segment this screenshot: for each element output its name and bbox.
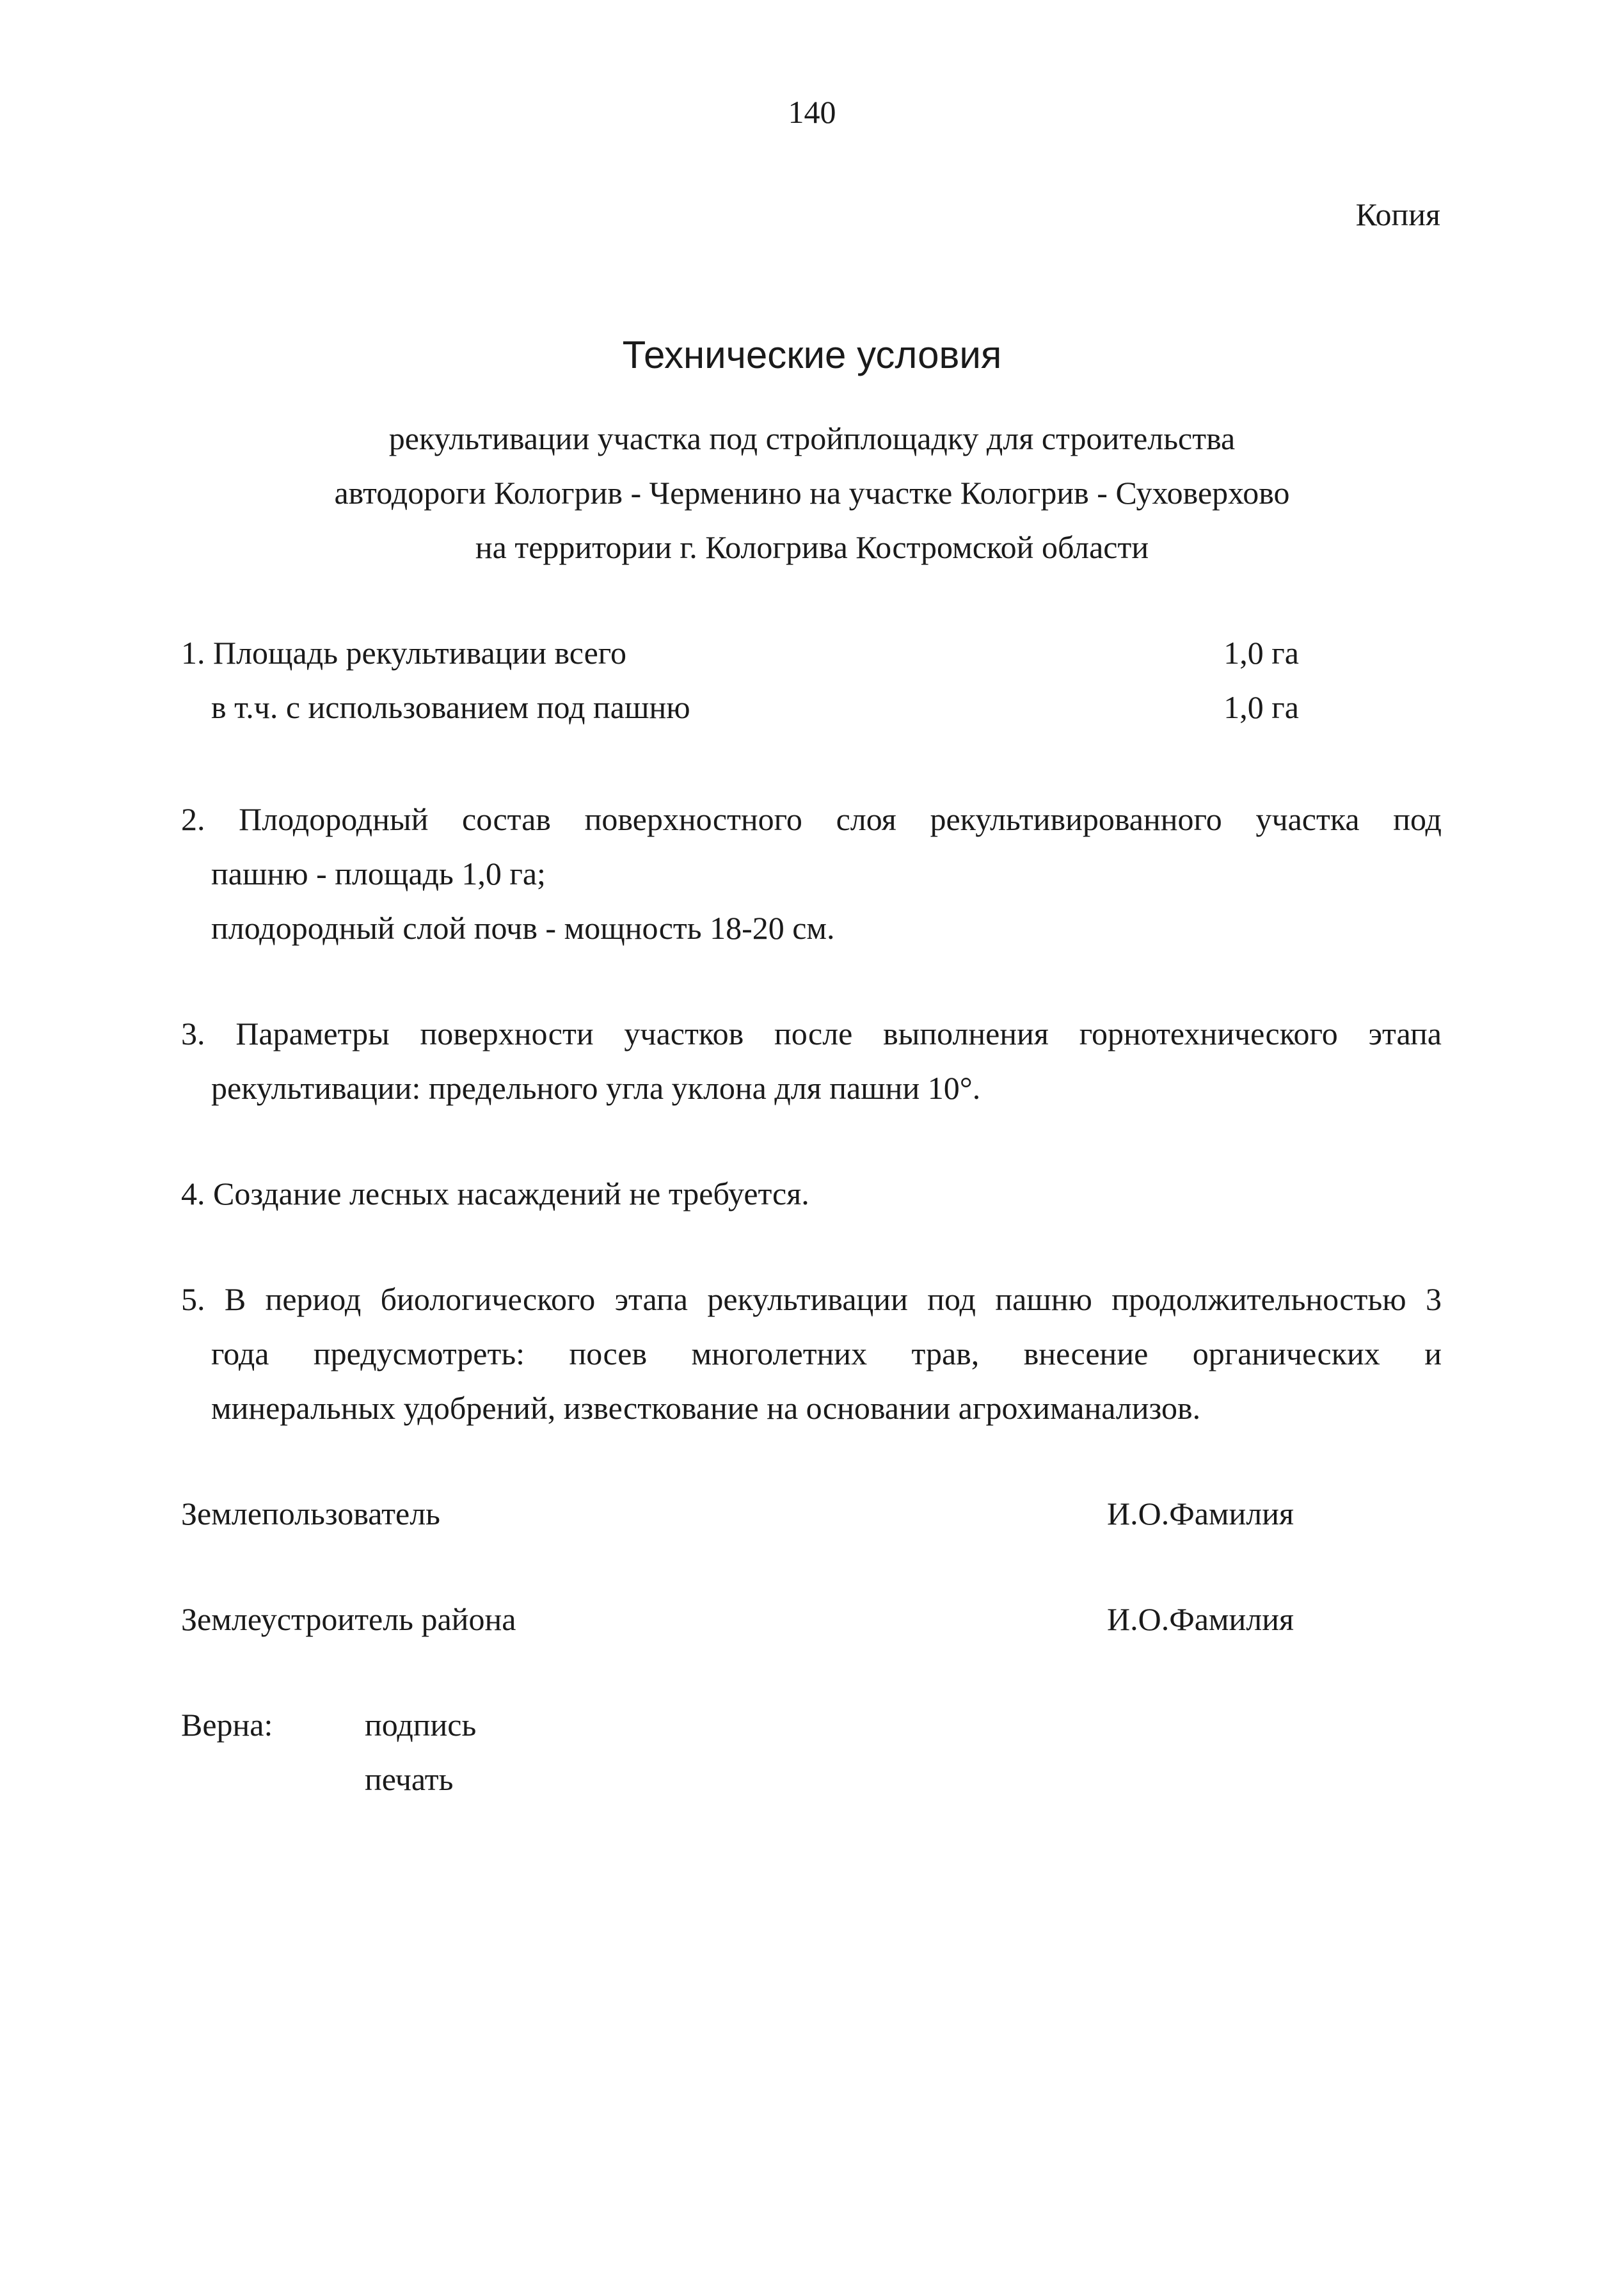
item-1-sub-label: в т.ч. с использованием под пашню (211, 689, 690, 725)
signature-name: И.О.Фамилия (1107, 1601, 1294, 1637)
document-title: Технические условия (622, 333, 1002, 376)
item-3-line: 3. Параметры поверхности участков после выполнения горнотехнического этапа (181, 1016, 1442, 1051)
item-5-line: 5. В период биологического этапа рекультивации под пашню продолжительностью 3 (181, 1281, 1442, 1317)
certification-signature: подпись (365, 1707, 477, 1743)
item-1-sub-value: 1,0 га (1223, 689, 1299, 725)
certification-stamp: печать (365, 1761, 454, 1797)
subtitle-line: рекультивации участка под стройплощадку для строительства (388, 420, 1236, 456)
item-2-line: 2. Плодородный состав поверхностного слоя рекультивированного участка под (181, 801, 1442, 837)
item-2-line: плодородный слой почв - мощность 18-20 см. (211, 910, 835, 946)
certification-label: Верна: (181, 1707, 273, 1743)
copy-mark: Копия (1355, 196, 1440, 232)
page-number: 140 (788, 94, 836, 130)
item-5-line: минеральных удобрений, известкование на основании агрохиманализов. (211, 1390, 1201, 1426)
item-1-value: 1,0 га (1223, 635, 1299, 671)
item-2-line: пашню - площадь 1,0 га; (211, 856, 546, 891)
signature-name: И.О.Фамилия (1107, 1496, 1294, 1531)
item-1-label: 1. Площадь рекультивации всего (181, 635, 627, 671)
item-3-line: рекультивации: предельного угла уклона для пашни 10°. (211, 1070, 981, 1106)
item-4-line: 4. Создание лесных насаждений не требуется. (181, 1176, 809, 1211)
subtitle-line: на территории г. Кологрива Костромской области (475, 529, 1149, 565)
subtitle-line: автодороги Кологрив - Черменино на участке Кологрив - Суховерхово (334, 475, 1290, 511)
signature-role: Землепользователь (181, 1496, 440, 1531)
signature-role: Землеустроитель района (181, 1601, 516, 1637)
item-5-line: года предусмотреть: посев многолетних трав, внесение органических и (211, 1336, 1442, 1371)
